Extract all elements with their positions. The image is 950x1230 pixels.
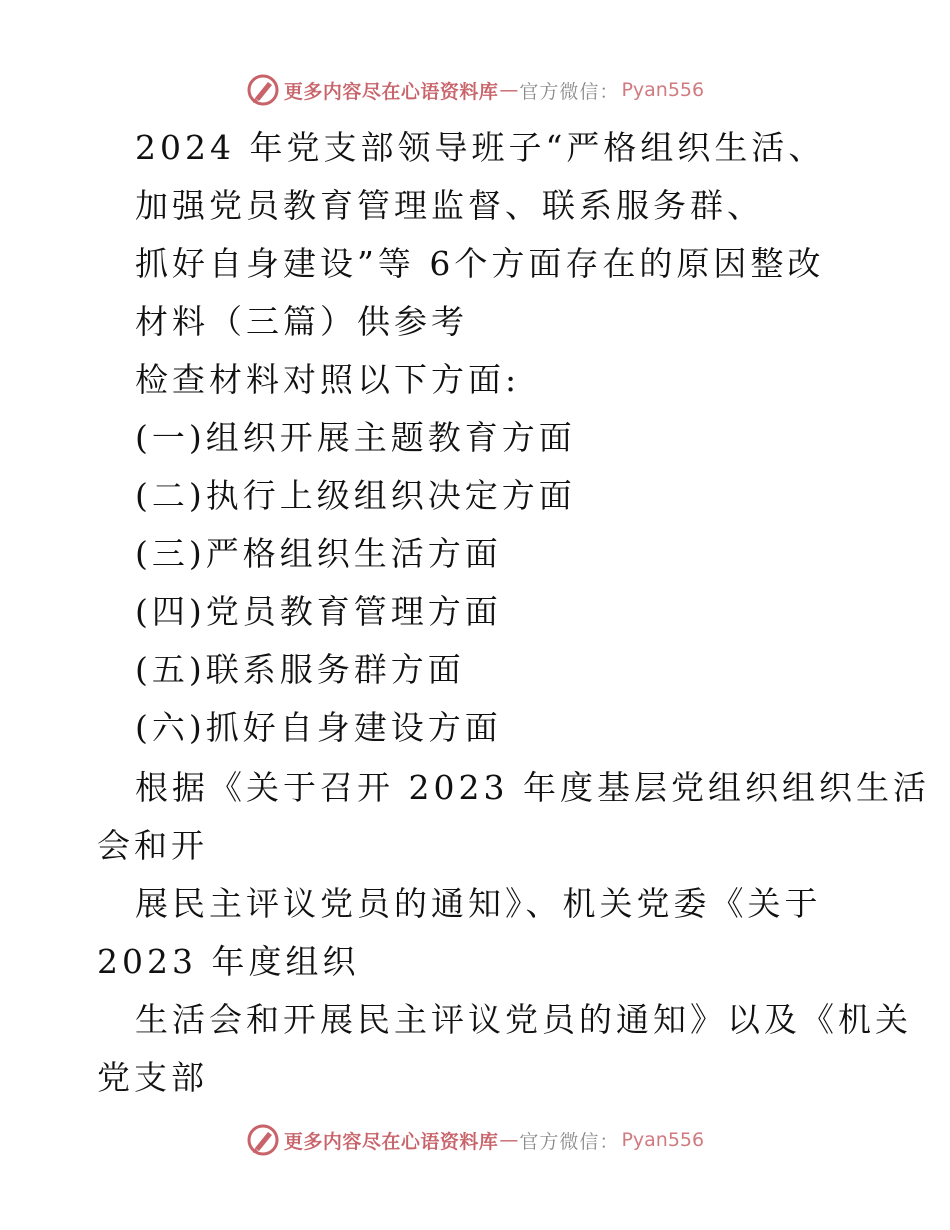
body-line-4: 2023 年度组织 (97, 942, 360, 981)
body-line-6: 党支部 (97, 1058, 208, 1097)
watermark-main-text: 更多内容尽在心语资料库 (283, 80, 499, 103)
title-line-3: 抓好自身建设”等 6个方面存在的原因整改 (135, 244, 825, 283)
watermark-wechat-id: Pyan556 (621, 79, 705, 101)
aspect-item-1: (一)组织开展主题教育方面 (135, 418, 576, 457)
watermark-dash: — (499, 79, 519, 101)
title-line-2: 加强党员教育管理监督、联系服务群、 (135, 186, 764, 225)
aspect-item-3: (三)严格组织生活方面 (135, 534, 502, 573)
body-line-3: 展民主评议党员的通知》、机关党委《关于 (135, 884, 822, 923)
aspect-item-6: (六)抓好自身建设方面 (135, 708, 502, 747)
aspect-item-5: (五)联系服务群方面 (135, 650, 465, 689)
body-line-5: 生活会和开展民主评议党员的通知》以及《机关 (135, 1000, 912, 1039)
aspect-item-4: (四)党员教育管理方面 (135, 592, 502, 631)
watermark-sub-text: 官方微信： (519, 80, 620, 103)
watermark-wechat-id: Pyan556 (621, 1129, 705, 1151)
watermark-main-text: 更多内容尽在心语资料库 (283, 1130, 499, 1153)
title-line-4: 材料（三篇）供参考 (135, 302, 468, 341)
title-line-1: 2024 年党支部领导班子“严格组织生活、 (135, 128, 826, 167)
body-line-2: 会和开 (97, 826, 208, 865)
pen-logo-icon (246, 1123, 280, 1157)
aspect-item-2: (二)执行上级组织决定方面 (135, 476, 576, 515)
watermark-sub-text: 官方微信： (519, 1130, 620, 1153)
body-line-1: 根据《关于召开 2023 年度基层党组织组织生活 (135, 768, 930, 807)
intro-text: 检查材料对照以下方面: (135, 360, 521, 399)
footer-watermark (0, 1120, 950, 1160)
watermark-dash: — (499, 1129, 519, 1151)
